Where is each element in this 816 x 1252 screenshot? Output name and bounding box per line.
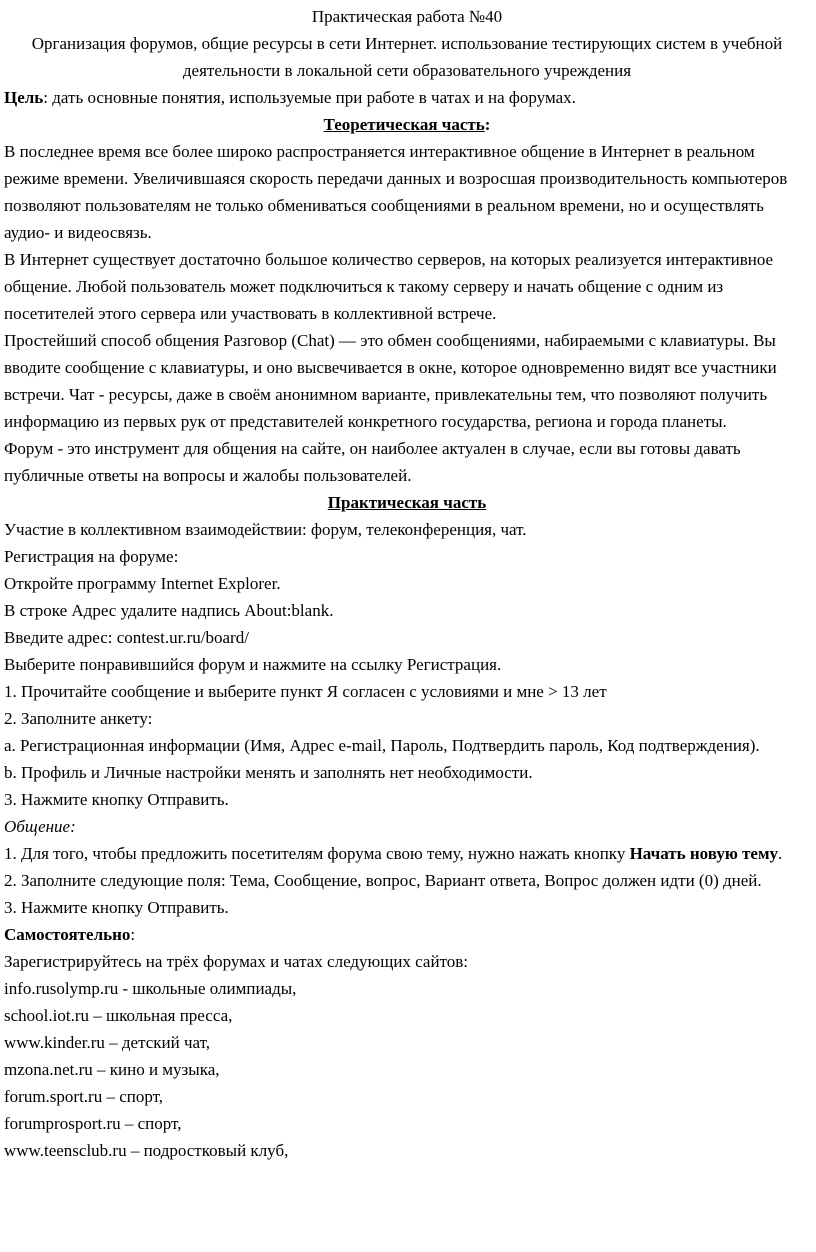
site-item-5: forum.sport.ru – спорт, bbox=[4, 1087, 164, 1106]
registration-step-2: В строке Адрес удалите надпись About:blank. bbox=[4, 601, 334, 620]
registration-step-6: 2. Заполните анкету: bbox=[4, 709, 153, 728]
theory-heading bbox=[4, 111, 810, 138]
theory-paragraph-2: В Интернет существует достаточно большое количество серверов, на которых реализуется интерактивное общение. Любой пользователь может подключиться к такому серверу и начать общение с одним из посетителей этого сервера или участвовать в коллективной встрече. bbox=[4, 250, 774, 323]
site-item-3: www.kinder.ru – детский чат, bbox=[4, 1033, 211, 1052]
registration-label: Регистрация на форуме: bbox=[4, 547, 179, 566]
communication-step-1 bbox=[4, 840, 810, 867]
registration-step-7: a. Регистрационная информации (Имя, Адрес e-mail, Пароль, Подтвердить пароль, Код подтверждения). bbox=[4, 736, 760, 755]
practice-intro: Участие в коллективном взаимодействии: форум, телеконференция, чат. bbox=[4, 520, 527, 539]
site-item-7: www.teensclub.ru – подростковый клуб, bbox=[4, 1141, 289, 1160]
registration-step-3: Введите адрес: contest.ur.ru/board/ bbox=[4, 628, 249, 647]
goal-label: Цель bbox=[4, 88, 44, 107]
practice-heading-text: Практическая часть bbox=[327, 493, 487, 512]
registration-step-1: Откройте программу Internet Explorer. bbox=[4, 574, 281, 593]
document-subtitle: Организация форумов, общие ресурсы в сети Интернет. использование тестирующих систем в учебной деятельности в локальной сети образовательного учреждения bbox=[31, 34, 783, 80]
communication-step-2: 2. Заполните следующие поля: Тема, Сообщение, вопрос, Вариант ответа, Вопрос должен идти (0) дней. bbox=[4, 871, 762, 890]
selfwork-label: Самостоятельно bbox=[4, 925, 131, 944]
communication-step-1-pre: 1. Для того, чтобы предложить посетителям форума свою тему, нужно нажать кнопку bbox=[4, 844, 630, 863]
selfwork-colon: : bbox=[130, 925, 136, 944]
theory-paragraph-3: Простейший способ общения Разговор (Chat) — это обмен сообщениями, набираемыми с клавиатуры. Вы вводите сообщение с клавиатуры, и оно высвечивается в окне, которое одновременно видят все участники встречи. Чат - ресурсы, даже в своём анонимном варианте, привлекательны тем, что позволяют получить информацию из первых рук от представителей конкретного государства, региона и города планеты. bbox=[4, 331, 777, 431]
registration-step-5: 1. Прочитайте сообщение и выберите пункт Я согласен с условиями и мне > 13 лет bbox=[4, 682, 607, 701]
registration-step-9: 3. Нажмите кнопку Отправить. bbox=[4, 790, 229, 809]
site-item-6: forumprosport.ru – спорт, bbox=[4, 1114, 182, 1133]
registration-step-8: b. Профиль и Личные настройки менять и заполнять нет необходимости. bbox=[4, 763, 533, 782]
registration-step-4: Выберите понравившийся форум и нажмите на ссылку Регистрация. bbox=[4, 655, 502, 674]
site-item-4: mzona.net.ru – кино и музыка, bbox=[4, 1060, 220, 1079]
communication-step-1-post: . bbox=[778, 844, 783, 863]
theory-paragraph-1: В последнее время все более широко распространяется интерактивное общение в Интернет в реальном режиме времени. Увеличившаяся скорость передачи данных и возросшая производительность компьютеров позволяют пользователям не только обмениваться сообщениями в реальном времени, но и осуществлять аудио- и видеосвязь. bbox=[4, 142, 788, 242]
document-title: Практическая работа №40 bbox=[311, 7, 503, 26]
goal-text: : дать основные понятия, используемые при работе в чатах и на форумах. bbox=[43, 88, 576, 107]
practice-heading bbox=[4, 489, 810, 516]
site-item-2: school.iot.ru – школьная пресса, bbox=[4, 1006, 233, 1025]
communication-label: Общение: bbox=[4, 817, 76, 836]
theory-paragraph-4: Форум - это инструмент для общения на сайте, он наиболее актуален в случае, если вы готовы давать публичные ответы на вопросы и жалобы пользователей. bbox=[4, 439, 741, 485]
theory-heading-colon: : bbox=[484, 115, 491, 134]
selfwork-intro: Зарегистрируйтесь на трёх форумах и чатах следующих сайтов: bbox=[4, 952, 469, 971]
site-item-1: info.rusolymp.ru - школьные олимпиады, bbox=[4, 979, 297, 998]
theory-heading-text: Теоретическая часть bbox=[323, 115, 485, 134]
selfwork-heading bbox=[4, 921, 810, 948]
communication-step-3: 3. Нажмите кнопку Отправить. bbox=[4, 898, 229, 917]
communication-step-1-bold: Начать новую тему bbox=[629, 844, 779, 863]
goal-paragraph bbox=[4, 84, 810, 111]
